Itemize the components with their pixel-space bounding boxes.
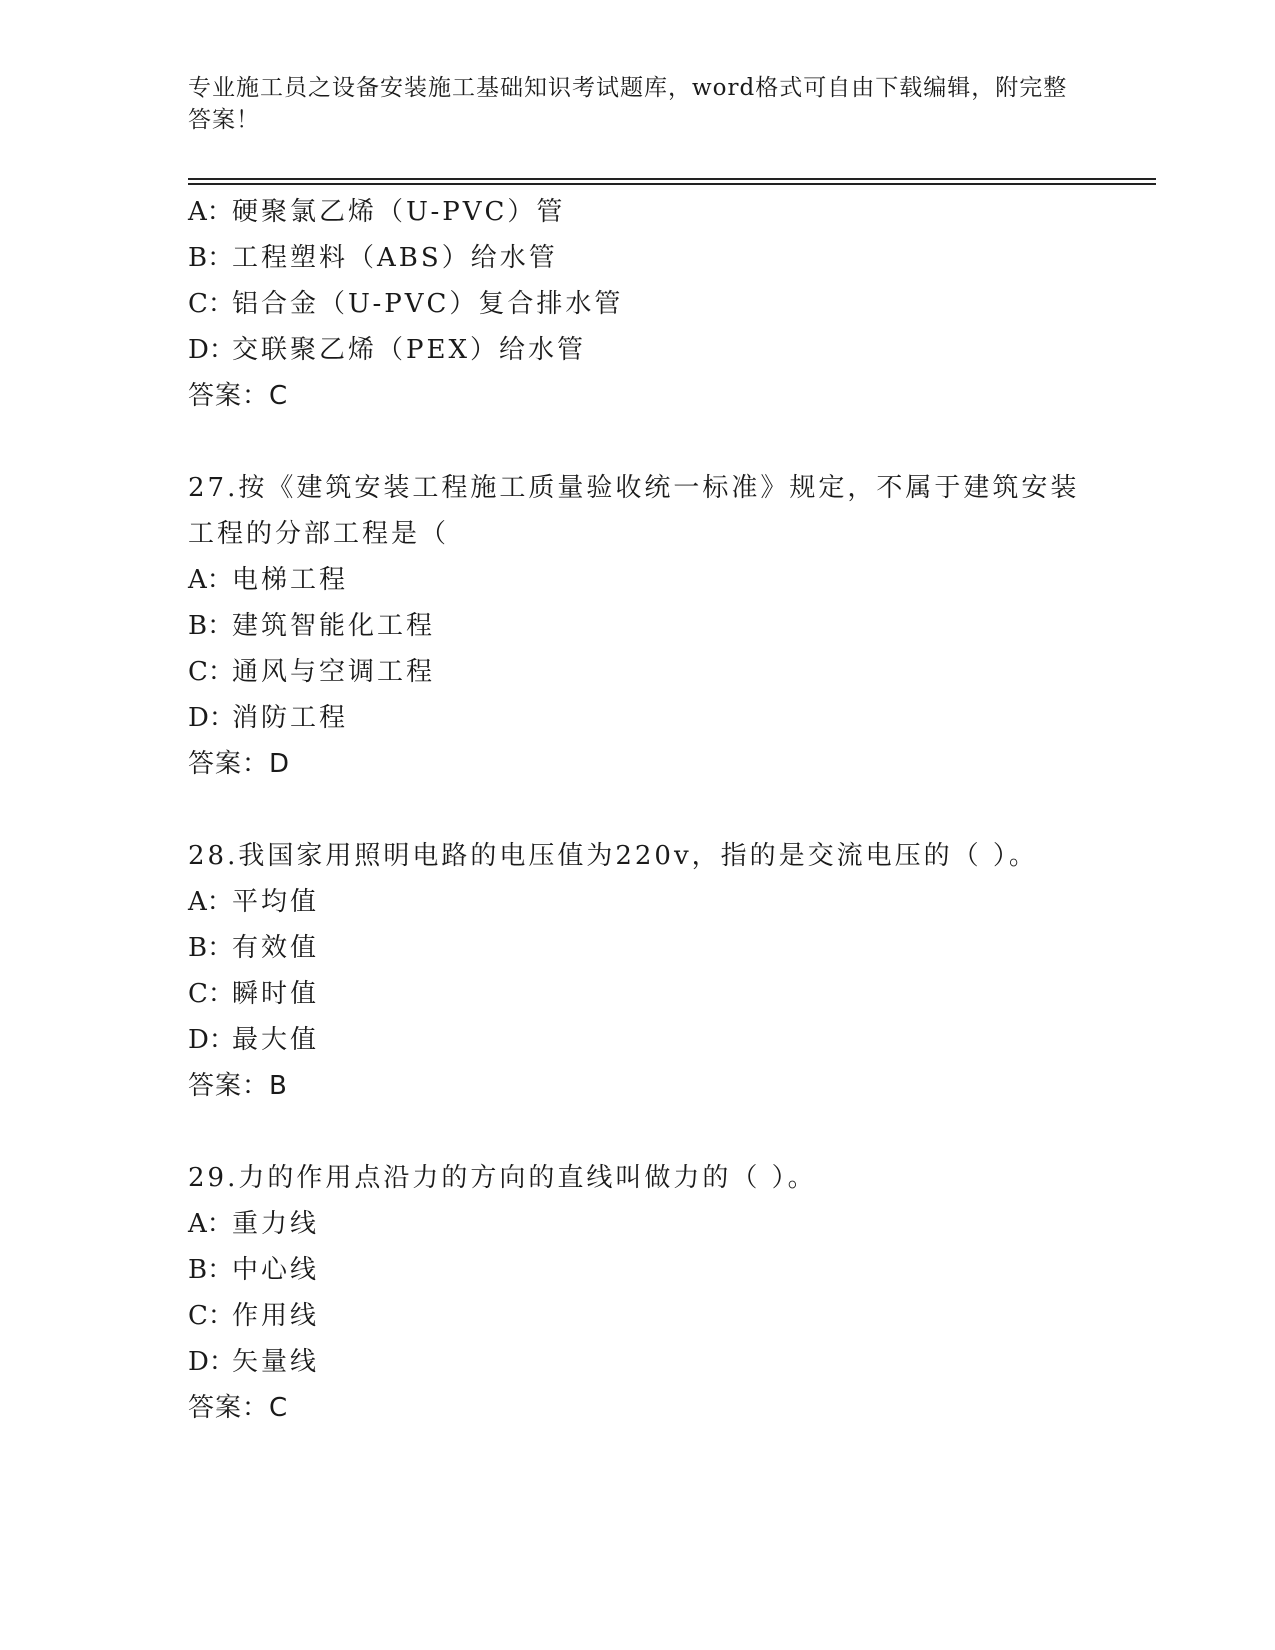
- option-key: C：: [188, 979, 234, 1009]
- answer-label: 答案：: [188, 1071, 270, 1101]
- option-text: 交联聚乙烯（PEX）给水管: [232, 335, 586, 365]
- answer-value: D: [269, 749, 291, 779]
- answer-line: [188, 1385, 1088, 1431]
- option-text: 矢量线: [232, 1347, 320, 1377]
- option-key: C：: [188, 289, 234, 319]
- option-a: [188, 879, 1088, 925]
- question-29: [188, 1155, 1088, 1431]
- question-list: [188, 189, 1088, 1431]
- answer-line: [188, 373, 1088, 419]
- header-divider-top: [188, 178, 1156, 180]
- option-key: D：: [188, 1347, 235, 1377]
- answer-line: [188, 1063, 1088, 1109]
- option-key: A：: [188, 197, 233, 227]
- option-text: 工程塑料（ABS）给水管: [232, 243, 558, 273]
- option-key: A：: [188, 565, 233, 595]
- option-key: B：: [188, 1255, 234, 1285]
- header-divider-bottom: [188, 183, 1156, 185]
- option-text: 平均值: [232, 887, 320, 917]
- option-d: [188, 695, 1088, 741]
- option-text: 通风与空调工程: [232, 657, 436, 687]
- option-text: 消防工程: [232, 703, 349, 733]
- option-a: [188, 557, 1088, 603]
- document-header: [188, 72, 1068, 136]
- option-key: B：: [188, 611, 234, 641]
- option-key: B：: [188, 933, 234, 963]
- option-key: D：: [188, 1025, 235, 1055]
- option-text: 电梯工程: [232, 565, 349, 595]
- option-d: [188, 327, 1088, 373]
- option-key: B：: [188, 243, 234, 273]
- option-c: [188, 649, 1088, 695]
- option-text: 中心线: [232, 1255, 320, 1285]
- option-key: D：: [188, 703, 235, 733]
- question-28: [188, 833, 1088, 1109]
- option-key: A：: [188, 887, 233, 917]
- option-text: 有效值: [232, 933, 320, 963]
- option-c: [188, 1293, 1088, 1339]
- answer-line: [188, 741, 1088, 787]
- answer-label: 答案：: [188, 381, 270, 411]
- option-text: 作用线: [232, 1301, 320, 1331]
- option-text: 瞬时值: [232, 979, 320, 1009]
- option-a: [188, 189, 1088, 235]
- option-key: C：: [188, 1301, 234, 1331]
- option-d: [188, 1017, 1088, 1063]
- option-b: [188, 235, 1088, 281]
- answer-value: C: [269, 381, 289, 411]
- document-title: 专业施工员之设备安装施工基础知识考试题库，word格式可自由下载编辑，附完整答案！: [188, 75, 1068, 133]
- option-d: [188, 1339, 1088, 1385]
- option-key: C：: [188, 657, 234, 687]
- answer-value: B: [269, 1071, 288, 1101]
- option-text: 铝合金（U-PVC）复合排水管: [232, 289, 624, 319]
- question-27: [188, 465, 1088, 787]
- question-stem: 27.按《建筑安装工程施工质量验收统一标准》规定，不属于建筑安装工程的分部工程是（: [188, 473, 1080, 549]
- option-text: 硬聚氯乙烯（U-PVC）管: [232, 197, 566, 227]
- question-stem: 28.我国家用照明电路的电压值为220v，指的是交流电压的（ ）。: [188, 841, 1038, 871]
- option-b: [188, 1247, 1088, 1293]
- option-c: [188, 281, 1088, 327]
- option-text: 重力线: [232, 1209, 320, 1239]
- option-b: [188, 603, 1088, 649]
- option-b: [188, 925, 1088, 971]
- answer-value: C: [269, 1393, 289, 1423]
- question-26: [188, 189, 1088, 419]
- option-text: 最大值: [232, 1025, 320, 1055]
- option-key: D：: [188, 335, 235, 365]
- option-c: [188, 971, 1088, 1017]
- option-a: [188, 1201, 1088, 1247]
- question-stem: 29.力的作用点沿力的方向的直线叫做力的（ ）。: [188, 1163, 817, 1193]
- option-text: 建筑智能化工程: [232, 611, 436, 641]
- answer-label: 答案：: [188, 749, 270, 779]
- answer-label: 答案：: [188, 1393, 270, 1423]
- option-key: A：: [188, 1209, 233, 1239]
